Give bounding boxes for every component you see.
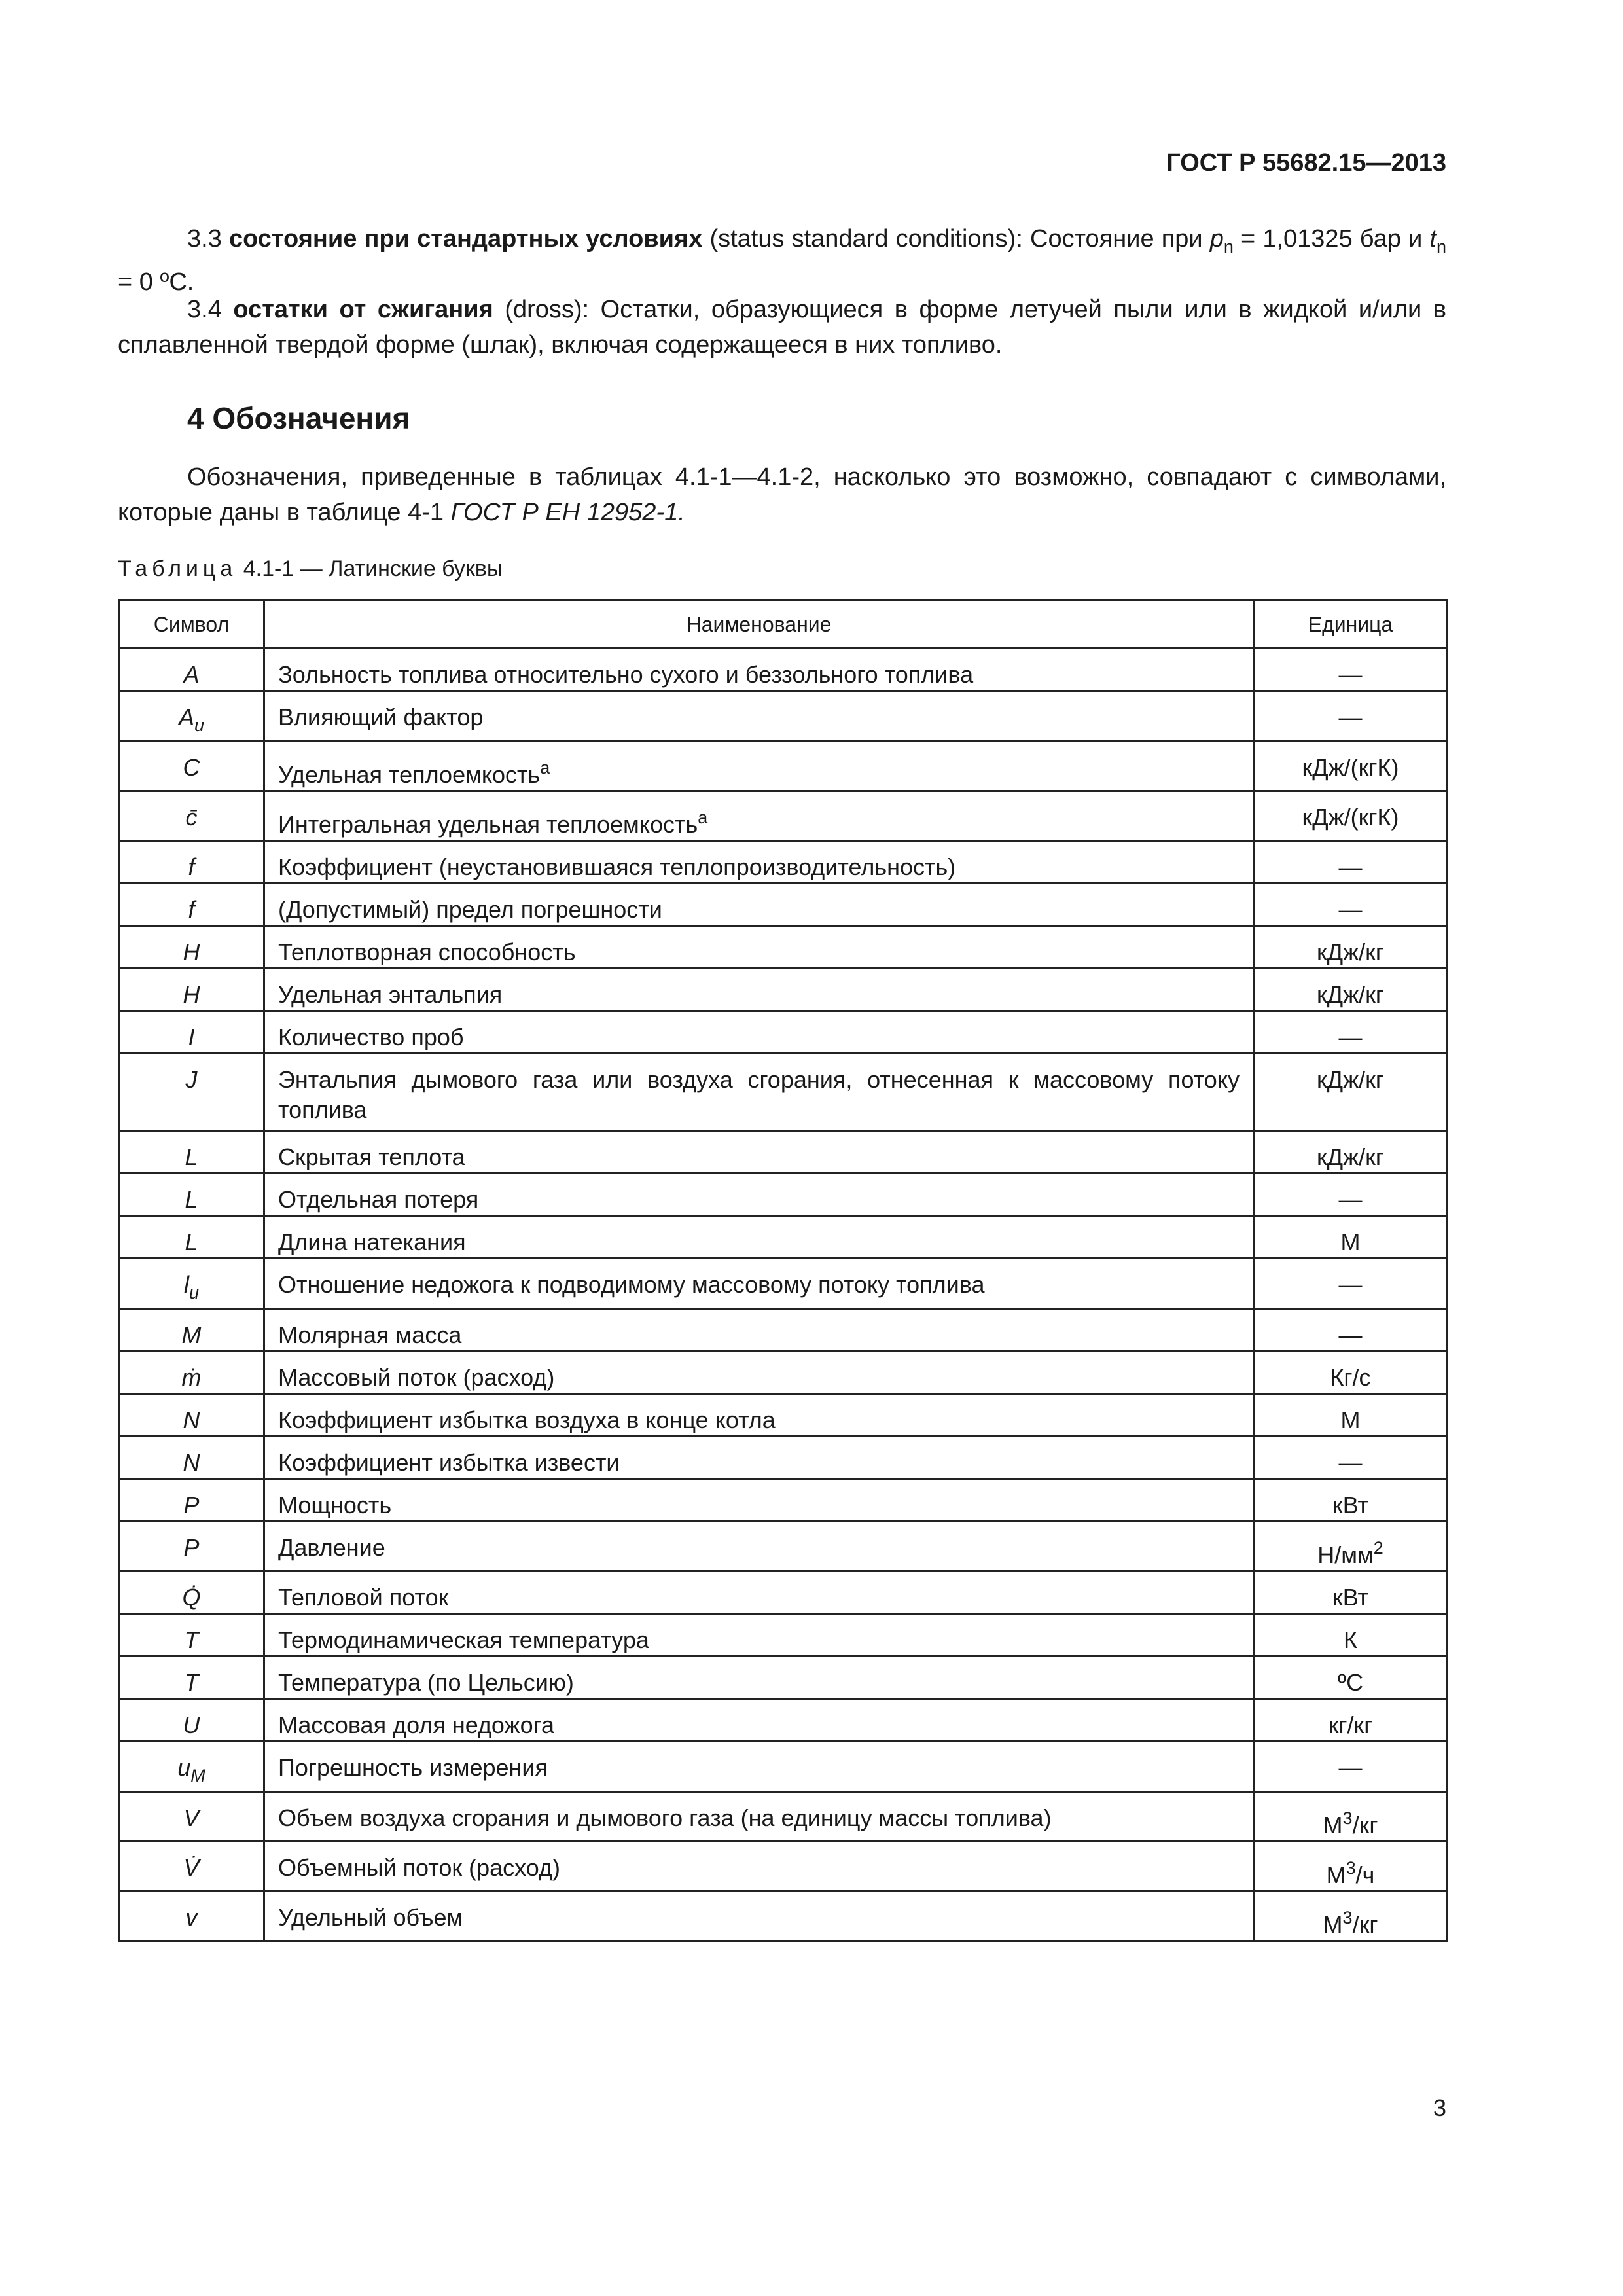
- unit-text: кДж/кг: [1316, 981, 1385, 1008]
- name-cell: [264, 1174, 1254, 1216]
- name-text: Удельная теплоемкость: [278, 761, 541, 788]
- name-text: Тепловой поток: [278, 1584, 449, 1611]
- name-cell: [264, 1614, 1254, 1657]
- symbol-cell: [119, 926, 264, 969]
- table-row: [119, 1054, 1448, 1131]
- symbol-subscript: M: [190, 1766, 205, 1785]
- unit-cell: [1254, 1309, 1448, 1352]
- name-cell: [264, 1657, 1254, 1699]
- symbol-cell: [119, 1614, 264, 1657]
- table-row: [119, 1309, 1448, 1352]
- symbol-text: u: [177, 1754, 191, 1781]
- name-cell: [264, 1054, 1254, 1131]
- symbol-cell: [119, 1174, 264, 1216]
- symbol-cell: [119, 691, 264, 742]
- name-text: Отдельная потеря: [278, 1186, 479, 1213]
- clause-3-4-text: (dross): Остатки, образующиеся в форме летучей пыли или в жидкой и/или в сплавленной твердой форме (шлак), включая содержащееся в них топливо.: [118, 296, 1447, 359]
- symbol-cell: [119, 1657, 264, 1699]
- name-text: Удельная энтальпия: [278, 981, 503, 1008]
- unit-cell: [1254, 969, 1448, 1011]
- symbol-cell: [119, 649, 264, 691]
- clause-3-3-term: состояние при стандартных условиях: [228, 225, 703, 253]
- unit-cell: [1254, 884, 1448, 926]
- symbol-text: Q̇: [182, 1584, 201, 1611]
- symbol-cell: [119, 791, 264, 841]
- unit-cell: [1254, 1259, 1448, 1309]
- name-text: Давление: [278, 1534, 385, 1561]
- symbol-cell: [119, 1479, 264, 1522]
- unit-text: —: [1338, 1449, 1363, 1476]
- table-row: [119, 1699, 1448, 1742]
- symbol-text: A: [183, 661, 200, 688]
- unit-cell: [1254, 1011, 1448, 1054]
- table-row: [119, 742, 1448, 791]
- unit-cell: [1254, 1657, 1448, 1699]
- unit-text: —: [1338, 896, 1363, 923]
- table-row: [119, 926, 1448, 969]
- table-row: [119, 969, 1448, 1011]
- unit-text: кДж/(кгК): [1302, 804, 1399, 831]
- name-text: Массовый поток (расход): [278, 1364, 555, 1391]
- name-cell: [264, 884, 1254, 926]
- name-cell: [264, 1479, 1254, 1522]
- unit-suffix: /ч: [1355, 1861, 1375, 1888]
- name-cell: [264, 1742, 1254, 1792]
- table-caption: [118, 556, 503, 582]
- unit-cell: [1254, 1437, 1448, 1479]
- unit-cell: [1254, 1216, 1448, 1259]
- symbol-text: f: [188, 896, 195, 923]
- name-cell: [264, 1011, 1254, 1054]
- symbol-text: H: [183, 939, 200, 965]
- unit-cell: [1254, 1522, 1448, 1571]
- table-row: [119, 1174, 1448, 1216]
- unit-cell: [1254, 1699, 1448, 1742]
- table-row: [119, 1614, 1448, 1657]
- symbol-cell: [119, 1842, 264, 1892]
- table-row: [119, 1842, 1448, 1892]
- symbol-text: L: [185, 1229, 198, 1255]
- unit-cell: [1254, 1571, 1448, 1614]
- symbol-text: f: [188, 853, 195, 880]
- name-cell: [264, 926, 1254, 969]
- unit-cell: [1254, 1352, 1448, 1394]
- unit-text: М: [1323, 1911, 1343, 1938]
- name-text: Интегральная удельная теплоемкость: [278, 811, 698, 838]
- unit-text: —: [1338, 1186, 1363, 1213]
- symbol-text: T: [184, 1626, 199, 1653]
- unit-text: М: [1323, 1812, 1343, 1839]
- symbol-cell: [119, 1742, 264, 1792]
- name-text: Энтальпия дымового газа или воздуха сгорания, отнесенная к массовому потоку топлива: [278, 1066, 1240, 1123]
- unit-text: ºС: [1337, 1669, 1364, 1696]
- name-cell: [264, 841, 1254, 884]
- name-text: Теплотворная способность: [278, 939, 576, 965]
- unit-text: Кг/с: [1330, 1364, 1371, 1391]
- unit-text: кВт: [1332, 1584, 1369, 1611]
- unit-text: Н/мм: [1317, 1541, 1374, 1568]
- name-text: Отношение недожога к подводимому массовому потоку топлива: [278, 1271, 985, 1298]
- symbol-cell: [119, 884, 264, 926]
- unit-cell: [1254, 1742, 1448, 1792]
- unit-cell: [1254, 691, 1448, 742]
- name-cell: [264, 1309, 1254, 1352]
- symbol-text: V̇: [183, 1854, 200, 1881]
- table-row: [119, 1131, 1448, 1174]
- name-text: Мощность: [278, 1492, 392, 1518]
- symbol-cell: [119, 1699, 264, 1742]
- unit-text: —: [1338, 853, 1363, 880]
- symbol-subscript: u: [188, 1283, 200, 1302]
- unit-text: К: [1344, 1626, 1357, 1653]
- unit-text: —: [1338, 1024, 1363, 1050]
- table-row: [119, 1011, 1448, 1054]
- name-text: Зольность топлива относительно сухого и беззольного топлива: [278, 661, 974, 688]
- clause-3-4-term: остатки от сжигания: [233, 296, 493, 323]
- name-text: Массовая доля недожога: [278, 1712, 555, 1738]
- table-caption-label: Таблица: [118, 556, 238, 581]
- symbol-cell: [119, 1522, 264, 1571]
- symbol-text: C: [183, 754, 200, 781]
- symbol-subscript: u: [194, 715, 205, 735]
- symbol-cell: [119, 1571, 264, 1614]
- symbol-cell: [119, 841, 264, 884]
- symbol-cell: [119, 1892, 264, 1941]
- symbol-text: T: [184, 1669, 199, 1696]
- unit-cell: [1254, 1614, 1448, 1657]
- name-cell: [264, 1571, 1254, 1614]
- symbol-text: I: [188, 1024, 195, 1050]
- pressure-subscript: n: [1223, 237, 1234, 257]
- table-row: [119, 691, 1448, 742]
- unit-cell: [1254, 791, 1448, 841]
- name-cell: [264, 1131, 1254, 1174]
- clause-3-3-text-part2: = 1,01325 бар и: [1233, 225, 1430, 253]
- name-text: Скрытая теплота: [278, 1143, 465, 1170]
- symbol-text: A: [178, 704, 194, 730]
- unit-text: —: [1338, 661, 1363, 688]
- symbol-text: V: [183, 1804, 200, 1831]
- symbol-cell: [119, 1216, 264, 1259]
- unit-superscript: 3: [1342, 1808, 1353, 1828]
- unit-text: кг/кг: [1328, 1712, 1373, 1738]
- name-cell: [264, 742, 1254, 791]
- symbol-cell: [119, 1394, 264, 1437]
- symbol-text: P: [183, 1492, 200, 1518]
- name-text: Коэффициент избытка воздуха в конце котла: [278, 1407, 776, 1433]
- name-cell: [264, 1437, 1254, 1479]
- table-row: [119, 841, 1448, 884]
- name-text: Молярная масса: [278, 1321, 462, 1348]
- symbol-cell: [119, 1054, 264, 1131]
- name-cell: [264, 1792, 1254, 1842]
- table-row: [119, 1522, 1448, 1571]
- unit-text: кДж/кг: [1316, 1066, 1385, 1093]
- section-heading: 4 Обозначения: [187, 401, 410, 435]
- unit-cell: [1254, 841, 1448, 884]
- name-cell: [264, 1216, 1254, 1259]
- intro-text: Обозначения, приведенные в таблицах 4.1-1—4.1-2, насколько это возможно, совпадают с символами, которые даны в таблице 4-1: [118, 463, 1446, 526]
- symbol-cell: [119, 969, 264, 1011]
- clause-3-3-number: 3.3: [187, 225, 222, 253]
- table-row: [119, 1479, 1448, 1522]
- symbol-text: H: [183, 981, 200, 1008]
- table-row: [119, 1437, 1448, 1479]
- name-text: Коэффициент (неустановившаяся теплопроизводительность): [278, 853, 956, 880]
- unit-cell: [1254, 742, 1448, 791]
- table-row: [119, 1892, 1448, 1941]
- name-text: Длина натекания: [278, 1229, 466, 1255]
- unit-text: М: [1340, 1407, 1361, 1433]
- symbol-text: L: [185, 1143, 198, 1170]
- unit-text: —: [1338, 704, 1363, 730]
- unit-cell: [1254, 1131, 1448, 1174]
- name-text: Температура (по Цельсию): [278, 1669, 574, 1696]
- symbols-table: [118, 599, 1448, 1942]
- name-text: Удельный объем: [278, 1904, 463, 1931]
- unit-text: кДж/кг: [1316, 939, 1385, 965]
- unit-cell: [1254, 1792, 1448, 1842]
- clause-3-4: [118, 292, 1446, 363]
- table-row: [119, 1352, 1448, 1394]
- clause-3-3: [118, 221, 1446, 300]
- table-row: [119, 1571, 1448, 1614]
- header-name: Наименование: [264, 600, 1254, 649]
- unit-superscript: 3: [1342, 1908, 1353, 1928]
- unit-cell: [1254, 1394, 1448, 1437]
- symbol-text: J: [185, 1066, 198, 1093]
- symbol-cell: [119, 742, 264, 791]
- symbol-text: c̄: [185, 804, 198, 831]
- name-text: (Допустимый) предел погрешности: [278, 896, 662, 923]
- symbol-text: M: [181, 1321, 202, 1348]
- symbol-cell: [119, 1352, 264, 1394]
- symbol-text: v: [185, 1904, 198, 1931]
- table-row: [119, 1742, 1448, 1792]
- name-cell: [264, 969, 1254, 1011]
- name-text: Объемный поток (расход): [278, 1854, 560, 1881]
- unit-superscript: 3: [1346, 1858, 1356, 1878]
- temperature-symbol: t: [1429, 225, 1436, 253]
- table-body: [119, 649, 1448, 1941]
- intro-reference: ГОСТ Р ЕН 12952-1.: [450, 499, 685, 526]
- table-header-row: [119, 600, 1448, 649]
- document-id: ГОСТ Р 55682.15—2013: [1166, 149, 1446, 177]
- symbol-cell: [119, 1309, 264, 1352]
- pressure-symbol: p: [1209, 225, 1224, 253]
- table-row: [119, 1657, 1448, 1699]
- name-text: Количество проб: [278, 1024, 464, 1050]
- unit-cell: [1254, 649, 1448, 691]
- symbol-cell: [119, 1131, 264, 1174]
- name-text: Термодинамическая температура: [278, 1626, 649, 1653]
- unit-cell: [1254, 926, 1448, 969]
- clause-3-3-text-part1: (status standard conditions): Состояние при: [702, 225, 1210, 253]
- unit-suffix: /кг: [1352, 1812, 1378, 1839]
- name-cell: [264, 1352, 1254, 1394]
- unit-cell: [1254, 1842, 1448, 1892]
- table-row: [119, 1259, 1448, 1309]
- symbol-text: U: [183, 1712, 200, 1738]
- name-text: Влияющий фактор: [278, 704, 484, 730]
- unit-superscript: 2: [1373, 1538, 1383, 1558]
- name-cell: [264, 1892, 1254, 1941]
- table-row: [119, 1394, 1448, 1437]
- unit-text: —: [1338, 1321, 1363, 1348]
- temperature-subscript: n: [1436, 237, 1446, 257]
- unit-text: М: [1326, 1861, 1346, 1888]
- unit-cell: [1254, 1054, 1448, 1131]
- unit-text: М: [1340, 1229, 1361, 1255]
- table-row: [119, 884, 1448, 926]
- symbol-cell: [119, 1792, 264, 1842]
- symbol-cell: [119, 1437, 264, 1479]
- symbol-cell: [119, 1259, 264, 1309]
- symbol-text: N: [183, 1407, 200, 1433]
- symbol-text: N: [183, 1449, 200, 1476]
- name-text: Погрешность измерения: [278, 1754, 548, 1781]
- clause-3-4-number: 3.4: [187, 296, 222, 323]
- unit-cell: [1254, 1174, 1448, 1216]
- unit-cell: [1254, 1892, 1448, 1941]
- unit-text: кДж/кг: [1316, 1143, 1385, 1170]
- unit-cell: [1254, 1479, 1448, 1522]
- symbol-text: P: [183, 1534, 200, 1561]
- table-row: [119, 791, 1448, 841]
- symbol-text: ṁ: [181, 1364, 202, 1391]
- unit-suffix: /кг: [1352, 1911, 1378, 1938]
- footnote-marker: a: [698, 808, 708, 827]
- header-symbol: Символ: [119, 600, 264, 649]
- table-row: [119, 1216, 1448, 1259]
- name-cell: [264, 649, 1254, 691]
- unit-text: кДж/(кгК): [1302, 754, 1399, 781]
- name-cell: [264, 1522, 1254, 1571]
- name-text: Объем воздуха сгорания и дымового газа (на единицу массы топлива): [278, 1804, 1052, 1831]
- name-cell: [264, 791, 1254, 841]
- symbol-text: L: [185, 1186, 198, 1213]
- symbol-text: l: [183, 1271, 189, 1298]
- header-unit: Единица: [1254, 600, 1448, 649]
- unit-text: —: [1338, 1754, 1363, 1781]
- name-cell: [264, 691, 1254, 742]
- footnote-marker: a: [540, 758, 550, 778]
- symbol-cell: [119, 1011, 264, 1054]
- table-row: [119, 649, 1448, 691]
- name-cell: [264, 1259, 1254, 1309]
- unit-text: кВт: [1332, 1492, 1369, 1518]
- name-cell: [264, 1699, 1254, 1742]
- table-row: [119, 1792, 1448, 1842]
- name-cell: [264, 1842, 1254, 1892]
- table-caption-text: 4.1-1 — Латинские буквы: [237, 556, 503, 581]
- name-cell: [264, 1394, 1254, 1437]
- intro-paragraph: [118, 459, 1446, 530]
- name-text: Коэффициент избытка извести: [278, 1449, 620, 1476]
- unit-text: —: [1338, 1271, 1363, 1298]
- page-number: 3: [1433, 2094, 1446, 2121]
- clause-3-3-text-part3: = 0 ºС.: [118, 268, 194, 296]
